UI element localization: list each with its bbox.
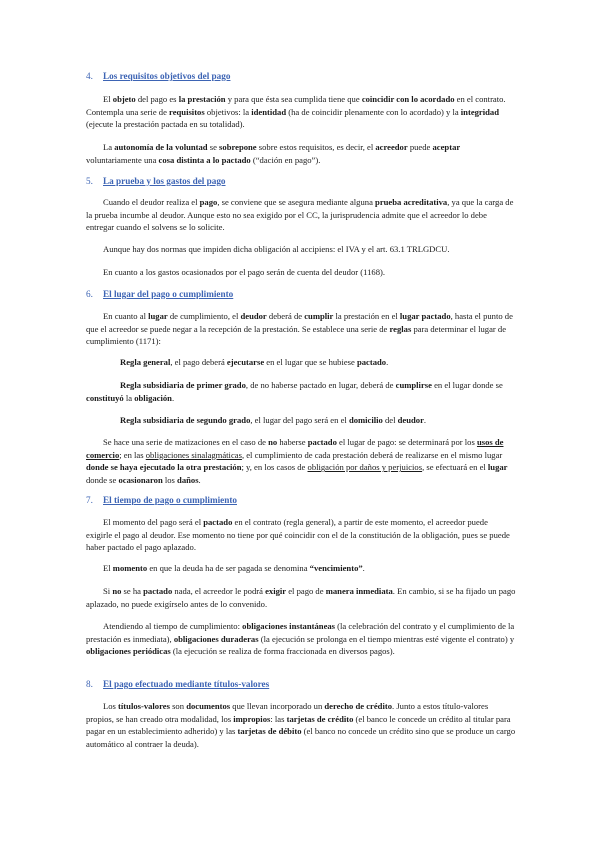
paragraph [86, 562, 516, 575]
section-number: 4. [86, 71, 93, 81]
text-run: donde se [86, 474, 119, 485]
text-run: La [103, 142, 115, 152]
text-run: , el pago deberá [170, 357, 227, 367]
text-run: del [382, 415, 398, 425]
section-number: 7. [86, 495, 93, 505]
text-run: (la ejecución se prolonga en el tiempo mientras esté vigente el contrato) y [258, 633, 515, 644]
text-run: , se efectuará en el [422, 462, 488, 473]
paragraph [86, 93, 516, 131]
text-run: ; y, en los casos de [241, 462, 308, 473]
text-run: Los [103, 701, 119, 711]
emphasis-text: usos de comercio [86, 437, 504, 460]
text-run: , el lugar del pago será en el [250, 415, 349, 425]
paragraph [86, 243, 516, 256]
text-run: (el banco no concede un crédito sino que se produce un cargo automático al contraer la deuda). [86, 726, 516, 749]
emphasis-text: títulos-valores [118, 701, 170, 711]
section-heading-8 [86, 678, 269, 690]
emphasis-text: documentos [186, 701, 231, 711]
emphasis-text: “vencimiento” [309, 563, 363, 573]
text-run: sobre estos requisitos, es decir, el [256, 142, 376, 152]
text-run: Cuando el deudor realiza el [103, 197, 200, 207]
text-run: Aunque hay dos normas que impiden dicha obligación al accipiens: el IVA y el art. 63.1 TRLGDCU. [103, 244, 450, 254]
emphasis-text: obligaciones periódicas [86, 646, 171, 657]
emphasis-text: derecho de crédito [324, 701, 393, 711]
text-run: El momento del pago será el [103, 517, 204, 527]
emphasis-text: lugar [148, 311, 168, 321]
text-run: se [207, 142, 220, 152]
text-run: y para que ésta sea cumplida tiene que [225, 94, 362, 104]
paragraph [86, 516, 516, 554]
text-run: en el contrato. Contempla una serie de [86, 94, 506, 117]
emphasis-text: la prestación [178, 94, 226, 104]
text-run: (la celebración del contrato y el cumplimiento de la prestación es inmediata), [86, 621, 515, 644]
emphasis-text: obligación por daños y perjuicios [307, 462, 423, 473]
emphasis-text: aceptar [432, 142, 461, 152]
section-number: 5. [86, 176, 93, 186]
emphasis-text: no [112, 586, 122, 596]
text-run: Se hace una serie de matizaciones en el caso de [103, 437, 269, 447]
text-run: voluntariamente una [86, 154, 159, 165]
paragraph [86, 141, 516, 166]
emphasis-text: coincidir con lo acordado [361, 94, 455, 104]
emphasis-text: deudor [397, 415, 424, 425]
text-run: . [362, 563, 365, 573]
emphasis-text: tarjetas de débito [237, 726, 302, 737]
emphasis-text: domicilio [348, 415, 383, 425]
emphasis-text: obligaciones sinalagmáticas [145, 449, 242, 460]
text-run: , de no haberse pactado en lugar, deberá de [245, 380, 396, 390]
text-run: El [103, 563, 113, 573]
section-heading-6 [86, 288, 233, 300]
text-run: En cuanto a los gastos ocasionados por el pago serán de cuenta del deudor (1168). [103, 267, 385, 277]
text-run: . [171, 392, 175, 403]
emphasis-text: impropios [233, 713, 271, 724]
text-run: el pago de [286, 586, 326, 596]
text-run: (ejecute la prestación pactada en su totalidad). [86, 119, 245, 130]
text-run: El [103, 94, 113, 104]
text-run: (el banco le concede un crédito al titular para pagar en un establecimiento adherido) y las [86, 713, 511, 737]
emphasis-text: no [268, 437, 278, 447]
emphasis-text: cumplir [304, 311, 334, 321]
paragraph [86, 310, 516, 348]
section-title: Los requisitos objetivos del pago [103, 71, 231, 81]
emphasis-text: pactado [356, 357, 387, 367]
text-run: en el contrato (regla general), a partir de este momento, el acreedor puede exigirle el pago al deudor. Ese momento no tiene por qué coincidir con el de la constitución de la obligación, pues se puede haber pactado el pago aplazado. [86, 517, 510, 553]
emphasis-text: momento [112, 563, 148, 573]
text-run: los [162, 474, 178, 485]
text-run: son [169, 701, 187, 711]
emphasis-text: cumplirse [395, 380, 432, 390]
emphasis-text: cosa distinta a lo pactado [158, 154, 251, 165]
emphasis-text: pactado [143, 586, 173, 596]
emphasis-text: donde se haya ejecutado la otra prestación [86, 462, 242, 473]
section-title: La prueba y los gastos del pago [103, 176, 226, 186]
text-run: de cumplimiento, el [167, 311, 241, 321]
rule-item [86, 356, 516, 369]
emphasis-text: Regla general [120, 357, 171, 367]
text-run: en que la deuda ha de ser pagada se denomina [147, 563, 310, 573]
text-run: se ha [121, 586, 144, 596]
emphasis-text: obligaciones instantáneas [242, 621, 336, 631]
text-run: . En cambio, si se ha fijado un pago aplazado, no puede exigírselo antes de lo convenido. [86, 586, 516, 609]
text-run: . [198, 474, 201, 485]
emphasis-text: obligación [134, 392, 172, 403]
emphasis-text: ejecutarse [226, 357, 265, 367]
emphasis-text: requisitos [169, 106, 205, 117]
text-run: puede [407, 142, 433, 152]
text-run: la [123, 392, 135, 403]
section-heading-5 [86, 175, 226, 187]
emphasis-text: acreedor [375, 142, 408, 152]
text-run: objetivos: la [204, 106, 252, 117]
text-run: que llevan incorporado un [230, 701, 325, 711]
text-run: deberá de [266, 311, 305, 321]
rule-item [86, 379, 516, 404]
paragraph [86, 436, 516, 486]
emphasis-text: exigir [265, 586, 287, 596]
emphasis-text: identidad [251, 106, 287, 117]
text-run: Atendiendo al tiempo de cumplimiento: [103, 621, 243, 631]
emphasis-text: tarjetas de crédito [286, 713, 354, 724]
emphasis-text: obligaciones duraderas [173, 633, 259, 644]
text-run: . Junto a estos título-valores propios, se han creado otra modalidad, los [86, 701, 489, 724]
text-run: ; en las [119, 449, 146, 460]
text-run: En cuanto al [103, 311, 149, 321]
text-run: . [386, 357, 389, 367]
text-run: , el cumplimiento de cada prestación deberá de realizarse en el mismo lugar [241, 449, 503, 460]
section-title: El pago efectuado mediante títulos-valores [103, 679, 270, 689]
section-number: 8. [86, 679, 93, 689]
section-title: El tiempo de pago o cumplimiento [103, 495, 237, 505]
emphasis-text: Regla subsidiaria de segundo grado [120, 415, 251, 425]
text-run: (ha de coincidir plenamente con lo acordado) y la [286, 106, 461, 117]
text-run: Si [103, 586, 113, 596]
rule-item [86, 414, 516, 427]
emphasis-text: pactado [203, 517, 233, 527]
emphasis-text: daños [177, 474, 199, 485]
emphasis-text: autonomía de la voluntad [114, 142, 208, 152]
emphasis-text: pago [199, 197, 218, 207]
section-heading-4 [86, 70, 230, 82]
text-run: en el lugar que se hubiese [264, 357, 357, 367]
emphasis-text: Regla subsidiaria de primer grado [120, 380, 246, 390]
emphasis-text: sobrepone [219, 142, 257, 152]
emphasis-text: ocasionaron [118, 474, 163, 485]
emphasis-text: lugar pactado [399, 311, 451, 321]
text-run: (“dación en pago”). [250, 154, 321, 165]
section-heading-7 [86, 494, 237, 506]
paragraph [86, 196, 516, 234]
paragraph [86, 585, 516, 610]
emphasis-text: pactado [307, 437, 337, 447]
text-run: . [423, 415, 427, 425]
paragraph [86, 266, 516, 279]
emphasis-text: lugar [487, 462, 508, 473]
text-run: , hasta el punto de que el acreedor se puede negar a la recepción de la prestación. Se establece una serie de [86, 311, 513, 334]
text-run: (la ejecución se realiza de forma fraccionada en diversos pagos). [170, 646, 395, 657]
emphasis-text: constituyó [86, 392, 124, 403]
text-run: , se conviene que se asegura mediante alguna [217, 197, 376, 207]
emphasis-text: manera inmediata [325, 586, 393, 596]
paragraph [86, 620, 516, 658]
emphasis-text: deudor [240, 311, 267, 321]
emphasis-text: objeto [112, 94, 136, 104]
section-title: El lugar del pago o cumplimiento [103, 289, 234, 299]
text-run: nada, el acreedor le podrá [172, 586, 266, 596]
emphasis-text: prueba acreditativa [375, 197, 448, 207]
emphasis-text: integridad [460, 106, 499, 117]
text-run: , ya que la carga de la prueba incumbe al deudor. Aunque esto no sea exigido por el CC, la jurisprudencia admite que el acreedor lo debe entregar cuando el solvens se lo solicite. [86, 197, 514, 233]
text-run: haberse [277, 437, 308, 447]
text-run: el lugar de pago: se determinará por los [336, 437, 477, 447]
text-run: la prestación en el [333, 311, 400, 321]
paragraph [86, 700, 516, 750]
text-run: : las [270, 713, 287, 724]
text-run: para determinar el lugar de cumplimiento (1171): [86, 323, 507, 347]
text-run: del pago es [135, 94, 179, 104]
text-run: en el lugar donde se [431, 380, 503, 390]
emphasis-text: reglas [389, 323, 412, 334]
section-number: 6. [86, 289, 93, 299]
